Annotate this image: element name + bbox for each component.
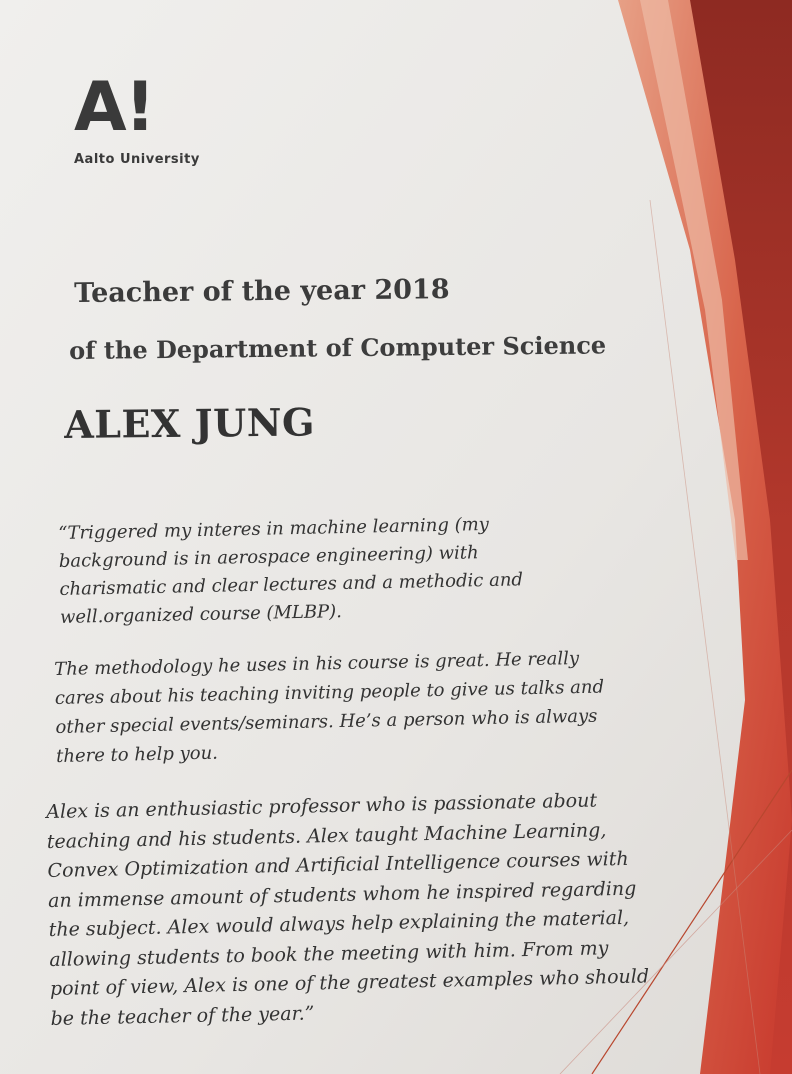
- logo-mark: A!: [74, 68, 154, 147]
- aalto-logo: [74, 68, 200, 167]
- recipient-name: ALEX JUNG: [64, 399, 316, 447]
- award-title: Teacher of the year 2018: [74, 274, 450, 309]
- department-line: of the Department of Computer Science: [69, 330, 607, 365]
- quote-paragraph: Alex is an enthusiastic professor who is passionate about teaching and his students. Alex taught Machine Learning, Convex Optimization and Artificial Intelligence courses with an immense amount of students whom he inspired regarding the subject. Alex would always help explaining the material, allowing students to book the meeting with him. From my point of view, Alex is one of the greatest examples who should be the teacher of the year.”: [46, 789, 650, 1030]
- university-name: Aalto University: [74, 152, 200, 167]
- quote-paragraph: “Triggered my interes in machine learning (my background is in aerospace engineering) with charismatic and clear lectures and a methodic and well.organized course (MLBP).: [58, 513, 524, 628]
- quote-paragraph: The methodology he uses in his course is great. He really cares about his teaching inviting people to give us talks and other special events/seminars. He’s a person who is always there to help you.: [54, 648, 605, 767]
